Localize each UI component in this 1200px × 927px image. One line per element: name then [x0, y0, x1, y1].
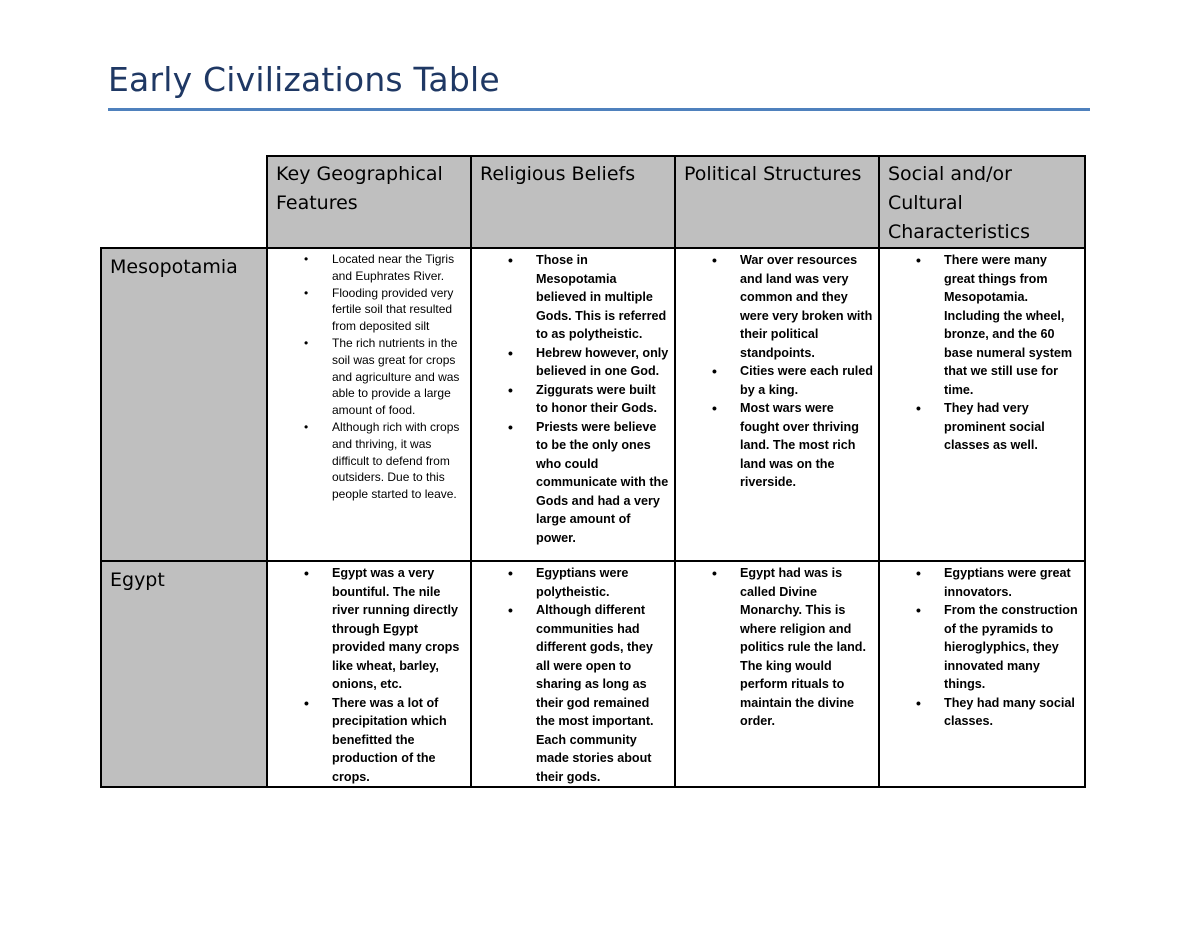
list-item: • They had many social classes.: [880, 694, 1080, 731]
egypt-religion-cell: [471, 561, 675, 787]
column-header-social: Social and/or Cultural Characteristics: [879, 156, 1085, 248]
column-header-politics: Political Structures: [675, 156, 879, 248]
list-item: • Egypt had was is called Divine Monarchy. This is where religion and politics rule the land. The king would perform rituals to maintain the divine order.: [676, 564, 874, 731]
list-item: • Egyptians were polytheistic.: [472, 564, 670, 601]
list-item: • Hebrew however, only believed in one God.: [472, 344, 670, 381]
mesopotamia-geography-cell: [267, 248, 471, 561]
civilizations-table: [100, 155, 1086, 788]
list-item: • They had very prominent social classes as well.: [880, 399, 1080, 455]
list-item: • From the construction of the pyramids to hieroglyphics, they innovated many things.: [880, 601, 1080, 694]
mesopotamia-religion-cell: [471, 248, 675, 561]
list-item: • There were many great things from Mesopotamia. Including the wheel, bronze, and the 60 base numeral system that we still use for time.: [880, 251, 1080, 399]
egypt-social-cell: [879, 561, 1085, 787]
list-item: • Although different communities had different gods, they all were open to sharing as long as their god remained the most important. Each community made stories about their gods.: [472, 601, 670, 786]
table-row-egypt: [101, 561, 1085, 787]
list-item: • Cities were each ruled by a king.: [676, 362, 874, 399]
list-item: • Flooding provided very fertile soil that resulted from deposited silt: [268, 285, 466, 335]
egypt-geography-cell: [267, 561, 471, 787]
table-row-mesopotamia: [101, 248, 1085, 561]
page-title: Early Civilizations Table: [108, 60, 500, 99]
title-underline: [108, 108, 1090, 111]
list-item: • The rich nutrients in the soil was great for crops and agriculture and was able to provide a large amount of food.: [268, 335, 466, 419]
header-row: [101, 156, 1085, 248]
row-header-egypt: Egypt: [101, 561, 267, 787]
list-item: • Egypt was a very bountiful. The nile river running directly through Egypt provided many crops like wheat, barley, onions, etc.: [268, 564, 466, 694]
mesopotamia-politics-cell: [675, 248, 879, 561]
row-header-mesopotamia: Mesopotamia: [101, 248, 267, 561]
list-item: • Although rich with crops and thriving, it was difficult to defend from outsiders. Due to this people started to leave.: [268, 419, 466, 503]
list-item: • Located near the Tigris and Euphrates River.: [268, 251, 466, 285]
list-item: • Those in Mesopotamia believed in multiple Gods. This is referred to as polytheistic.: [472, 251, 670, 344]
list-item: • There was a lot of precipitation which benefitted the production of the crops.: [268, 694, 466, 787]
list-item: • Egyptians were great innovators.: [880, 564, 1080, 601]
column-header-geography: Key Geographical Features: [267, 156, 471, 248]
list-item: • Most wars were fought over thriving land. The most rich land was on the riverside.: [676, 399, 874, 492]
corner-cell: [101, 156, 267, 248]
column-header-religion: Religious Beliefs: [471, 156, 675, 248]
egypt-politics-cell: [675, 561, 879, 787]
list-item: • War over resources and land was very common and they were very broken with their political standpoints.: [676, 251, 874, 362]
list-item: • Ziggurats were built to honor their Gods.: [472, 381, 670, 418]
mesopotamia-social-cell: [879, 248, 1085, 561]
list-item: • Priests were believe to be the only ones who could communicate with the Gods and had a very large amount of power.: [472, 418, 670, 548]
